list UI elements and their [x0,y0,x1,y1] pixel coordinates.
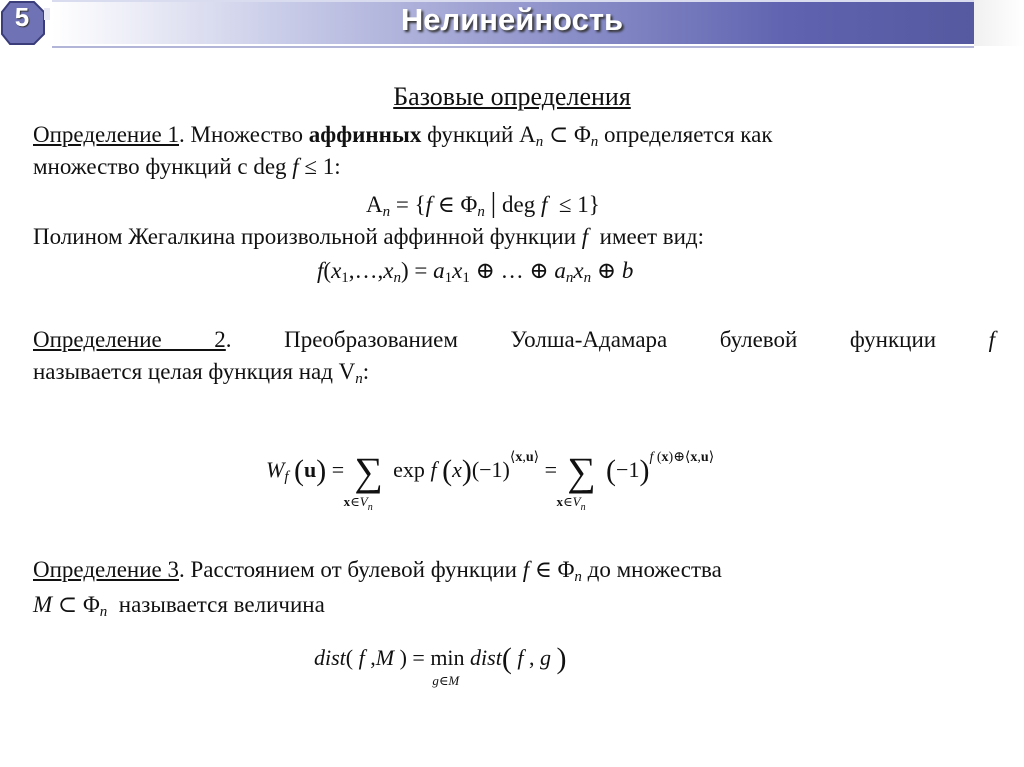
def1-bold-term: аффинных [308,122,422,147]
slide-number: 5 [14,2,30,32]
sum-symbol-1: ∑ $x\in V_n$ [343,449,383,513]
formula-zhegalkin: $f(x_1,\dots,x_n) = a_1x_1$ ⊕ … ⊕ $a_nx_n$ ⊕ b [317,258,634,286]
def1-line2: множество функций с deg f ≤ 1: [33,154,341,179]
slide-title: Нелинейность [400,2,624,37]
def2-label: Определение 2 [33,327,226,352]
def1-line1: Определение 1. Множество аффинных функций $A_n$ ⊂ $\Phi_n$ определяется как [33,122,773,150]
def3-line2: M ⊂ $\Phi_n$ называется величина [33,592,325,620]
def2-line1: Определение 2. Преобразованием Уолша-Адамара булевой функции f [33,327,995,352]
formula-walsh-hadamard: $W_f$ (u) = ∑ $x\in V_n$ exp f $(x)(-1)^{⟨x,u⟩}$ = ∑ $x\in V_n$ $(-1)^{f (x)\oplus⟨x,u⟩}$ [266,449,715,513]
formula-affine-set: $A_n = \{f$ ∈ $\Phi_n$ | deg f ≤ 1} [366,188,600,220]
def2-line2: называется целая функция над $V_n$: [33,359,370,387]
def3-line1: Определение 3. Расстоянием от булевой функции f ∈ $\Phi_n$ до множества [33,557,722,585]
sum-symbol-2: ∑ $x\in V_n$ [556,449,596,513]
section-title: Базовые определения [393,82,631,111]
formula-distance: dist( f ,M ) = min g∈M dist( f , g ) [314,642,567,688]
def1-label: Определение 1 [33,122,179,147]
zhegalkin-line: Полином Жегалкина произвольной аффинной функции f имеет вид: [33,224,705,249]
def3-label: Определение 3 [33,557,179,582]
